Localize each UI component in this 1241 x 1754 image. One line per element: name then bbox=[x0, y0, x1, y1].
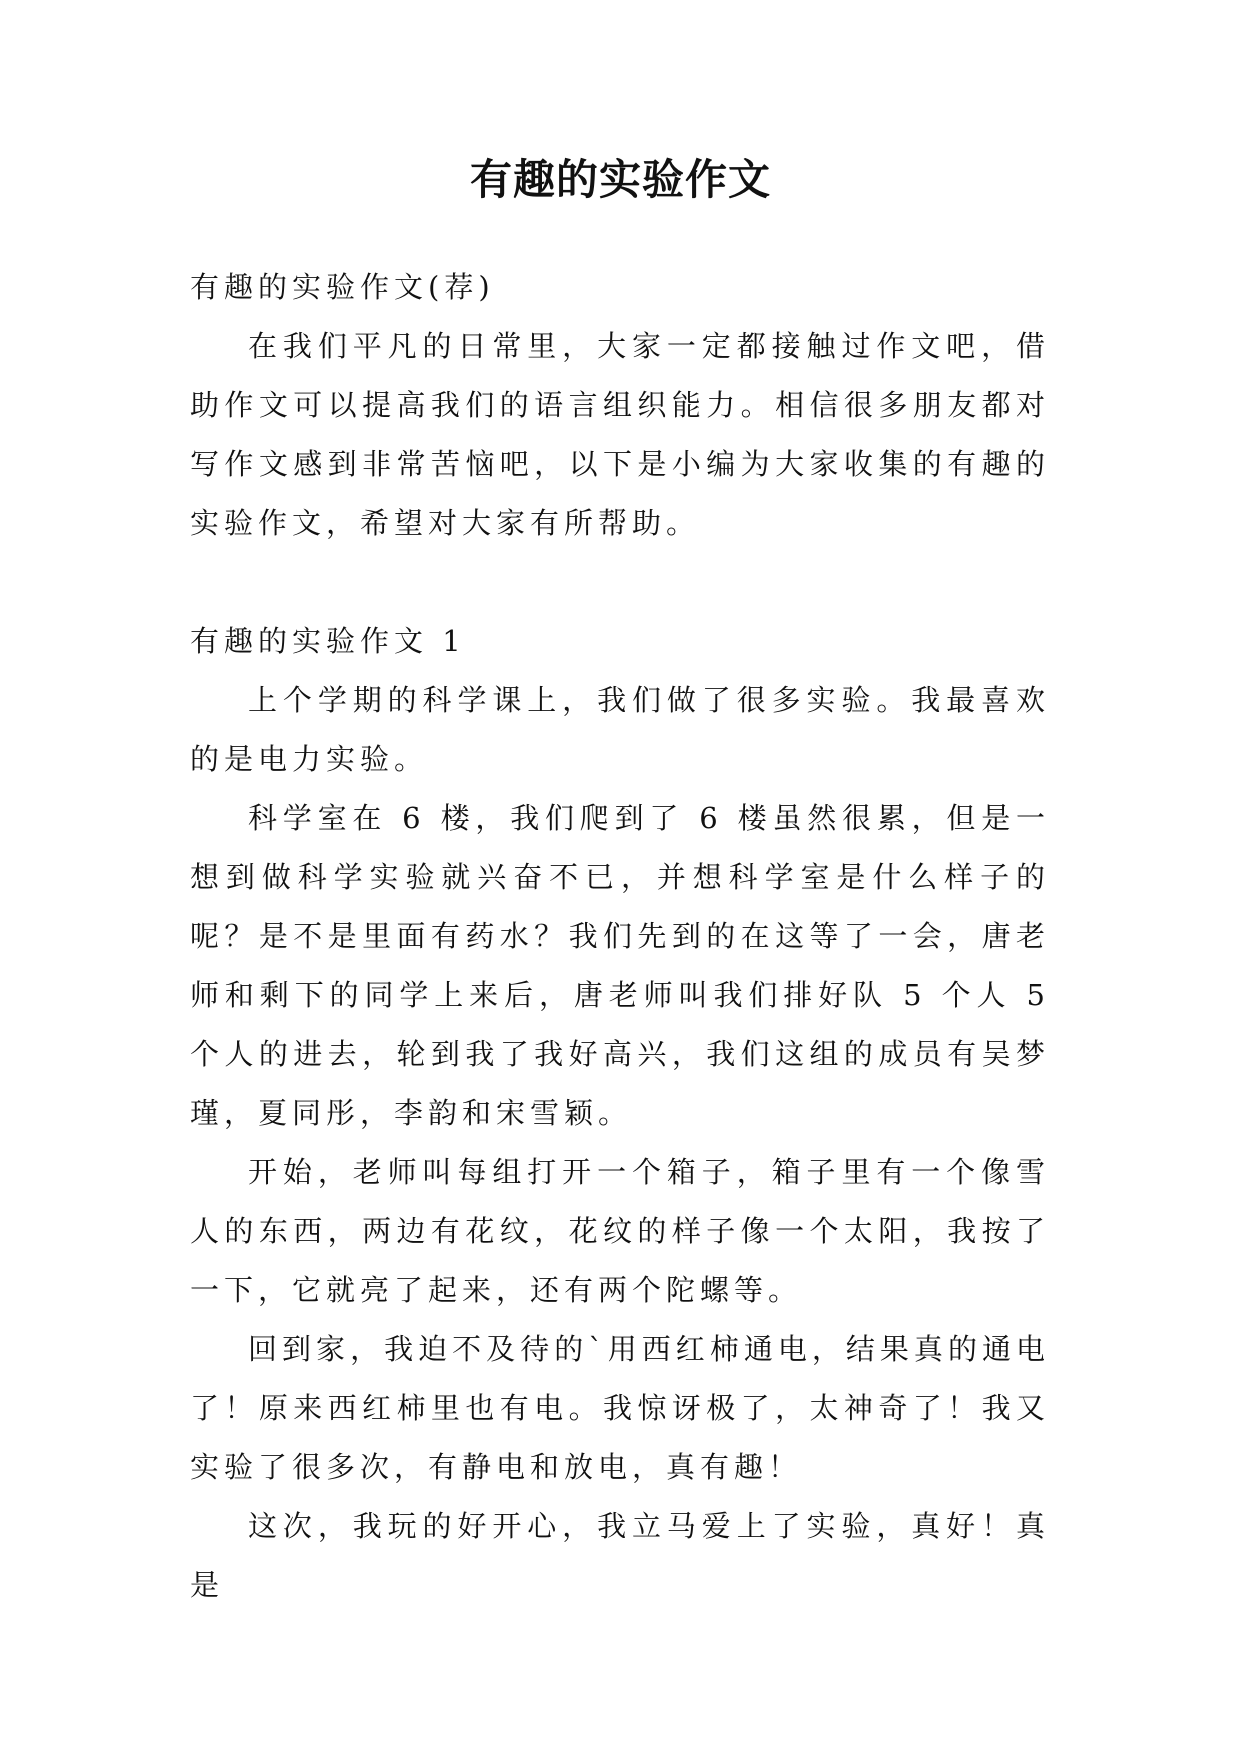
body-paragraph: 上个学期的科学课上，我们做了很多实验。我最喜欢的是电力实验。 bbox=[190, 683, 1050, 776]
body-paragraph: 开始，老师叫每组打开一个箱子，箱子里有一个像雪人的东西，两边有花纹，花纹的样子像一个太阳，我按了一下，它就亮了起来，还有两个陀螺等。 bbox=[190, 1155, 1050, 1307]
document-title: 有趣的实验作文 bbox=[469, 155, 771, 204]
intro-paragraph: 在我们平凡的日常里，大家一定都接触过作文吧，借助作文可以提高我们的语言组织能力。相信很多朋友都对写作文感到非常苦恼吧，以下是小编为大家收集的有趣的实验作文，希望对大家有所帮助。 bbox=[190, 329, 1050, 540]
document-body bbox=[190, 258, 1050, 1615]
body-paragraph: 这次，我玩的好开心，我立马爱上了实验，真好！真是 bbox=[190, 1509, 1050, 1602]
body-paragraph: 回到家，我迫不及待的`用西红柿通电，结果真的通电了！原来西红柿里也有电。我惊讶极了，太神奇了！我又实验了很多次，有静电和放电，真有趣！ bbox=[190, 1332, 1050, 1484]
section-heading: 有趣的实验作文 1 bbox=[190, 624, 466, 658]
document-subtitle: 有趣的实验作文(荐) bbox=[190, 270, 495, 304]
paragraph-gap bbox=[190, 553, 1050, 612]
body-paragraph: 科学室在 6 楼，我们爬到了 6 楼虽然很累，但是一想到做科学实验就兴奋不已，并想科学室是什么样子的呢？是不是里面有药水？我们先到的在这等了一会，唐老师和剩下的同学上来后，唐老师叫我们排好队 5 个人 5 个人的进去，轮到我了我好高兴，我们这组的成员有吴梦瑾，夏同彤，李韵和宋雪颖。 bbox=[190, 801, 1050, 1130]
